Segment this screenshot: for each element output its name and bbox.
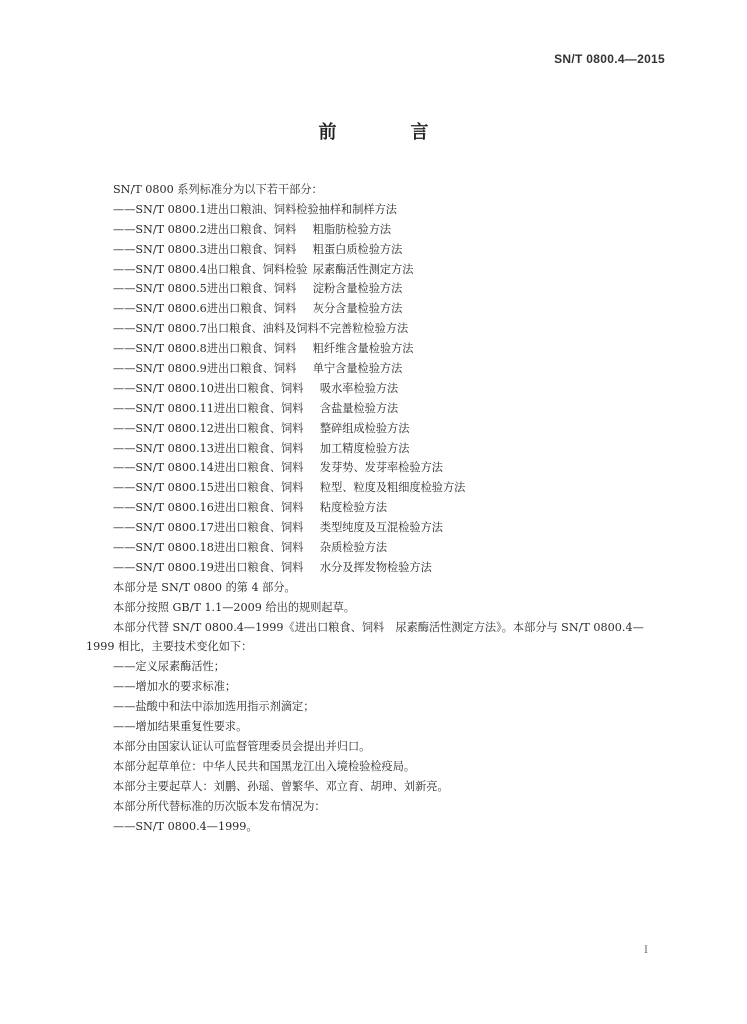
- part-code: ——SN/T 0800.16: [113, 501, 214, 515]
- part-name: 出口粮食、油料及饲料: [206, 322, 319, 336]
- part-method: 类型纯度及互混检验方法: [319, 521, 443, 535]
- part-name: 进出口粮食、饲料: [213, 401, 304, 415]
- change-item: ——增加水的要求标准；: [113, 680, 237, 694]
- replaces-line-1: 本部分代替 SN/T 0800.4—1999《进出口粮食、饲料 尿素酶活性测定方法》。本部分与 SN/T 0800.4—: [113, 620, 644, 634]
- part-code: ——SN/T 0800.11: [113, 401, 214, 415]
- standard-code: SN/T 0800.4—2015: [554, 52, 665, 66]
- drafting-unit: 本部分起草单位：中华人民共和国黑龙江出入境检验检疫局。: [113, 759, 416, 773]
- change-item: ——定义尿素酶活性；: [113, 660, 225, 674]
- part-method: 灰分含量检验方法: [312, 302, 403, 316]
- part-item: [86, 339, 676, 359]
- part-name: 进出口粮食、饲料: [213, 541, 304, 555]
- part-code: ——SN/T 0800.15: [113, 481, 214, 495]
- part-code: ——SN/T 0800.14: [113, 461, 214, 475]
- part-code: ——SN/T 0800.6: [113, 302, 207, 316]
- intro-line: SN/T 0800 系列标准分为以下若干部分：: [113, 183, 323, 196]
- part-name: 进出口粮食、饲料: [206, 342, 297, 356]
- drafters: 本部分主要起草人：刘鹏、孙瑶、曾繁华、邓立育、胡珅、刘新亮。: [113, 779, 449, 793]
- change-item: ——盐酸中和法中添加选用指示剂滴定；: [113, 700, 315, 714]
- history-item: ——SN/T 0800.4—1999。: [113, 819, 258, 833]
- part-code: ——SN/T 0800.13: [113, 441, 214, 455]
- page-title: 前 言: [318, 122, 457, 143]
- part-method: 杂质检验方法: [319, 541, 388, 555]
- part-item: [86, 399, 676, 419]
- change-item: ——增加结果重复性要求。: [113, 720, 248, 734]
- parts-list: [86, 200, 676, 578]
- part-code: ——SN/T 0800.5: [113, 282, 207, 296]
- replaces-line-2: 1999 相比，主要技术变化如下：: [86, 640, 253, 654]
- part-item: [86, 458, 676, 478]
- part-item: [86, 538, 676, 558]
- part-name: 进出口粮食、饲料: [206, 362, 297, 376]
- part-name: 进出口粮食、饲料: [213, 381, 304, 395]
- part-method: 单宁含量检验方法: [312, 362, 403, 376]
- part-item: [86, 359, 676, 379]
- part-code: ——SN/T 0800.17: [113, 521, 214, 535]
- part-item: [86, 260, 676, 280]
- part-name: 进出口粮食、饲料: [213, 421, 304, 435]
- part-method: 粗脂肪检验方法: [312, 222, 392, 236]
- part-method: 粘度检验方法: [319, 501, 388, 515]
- foreword-body: [86, 180, 676, 836]
- part-method: 不完善粒检验方法: [318, 322, 409, 336]
- part-name: 进出口粮食、饲料: [213, 521, 304, 535]
- part-code: ——SN/T 0800.19: [113, 560, 214, 574]
- part-method: 尿素酶活性测定方法: [312, 262, 414, 276]
- part-method: 粒型、粒度及粗细度检验方法: [319, 481, 466, 495]
- history-intro: 本部分所代替标准的历次版本发布情况为：: [113, 799, 326, 813]
- part-name: 进出口粮食、饲料: [206, 242, 297, 256]
- part-code: ——SN/T 0800.2: [113, 222, 207, 236]
- part-item: [86, 299, 676, 319]
- part-code: ——SN/T 0800.7: [113, 322, 207, 336]
- part-code: ——SN/T 0800.4: [113, 262, 207, 276]
- drafting-rule: 本部分按照 GB/T 1.1—2009 给出的规则起草。: [113, 600, 355, 614]
- part-name: 进出口粮食、饲料: [206, 222, 297, 236]
- part-item: [86, 478, 676, 498]
- part-method: 粗纤维含量检验方法: [312, 342, 414, 356]
- page-number: I: [644, 945, 648, 956]
- part-item: [86, 518, 676, 538]
- part-item: [86, 240, 676, 260]
- part-method: 加工精度检验方法: [319, 441, 410, 455]
- part-item: [86, 498, 676, 518]
- part-name: 进出口粮油、饲料检验: [206, 202, 319, 216]
- part-statement: 本部分是 SN/T 0800 的第 4 部分。: [113, 580, 296, 594]
- part-name: 进出口粮食、饲料: [213, 560, 304, 574]
- part-name: 进出口粮食、饲料: [206, 282, 297, 296]
- part-method: 吸水率检验方法: [319, 381, 399, 395]
- part-item: [86, 419, 676, 439]
- part-method: 抽样和制样方法: [318, 202, 397, 216]
- part-code: ——SN/T 0800.9: [113, 362, 207, 376]
- part-code: ——SN/T 0800.10: [113, 381, 214, 395]
- part-item: [86, 379, 676, 399]
- part-code: ——SN/T 0800.3: [113, 242, 207, 256]
- part-item: [86, 558, 676, 578]
- part-name: 进出口粮食、饲料: [213, 481, 304, 495]
- part-code: ——SN/T 0800.12: [113, 421, 214, 435]
- part-item: [86, 200, 676, 220]
- part-name: 进出口粮食、饲料: [213, 461, 304, 475]
- part-name: 进出口粮食、饲料: [206, 302, 297, 316]
- part-code: ——SN/T 0800.18: [113, 541, 214, 555]
- part-name: 进出口粮食、饲料: [213, 441, 304, 455]
- part-method: 含盐量检验方法: [319, 401, 399, 415]
- part-name: 进出口粮食、饲料: [213, 501, 304, 515]
- part-item: [86, 279, 676, 299]
- part-method: 水分及挥发物检验方法: [319, 560, 432, 574]
- part-item: [86, 220, 676, 240]
- proposed-by: 本部分由国家认证认可监督管理委员会提出并归口。: [113, 739, 371, 753]
- part-item: [86, 319, 676, 339]
- part-name: 出口粮食、饲料检验: [206, 262, 308, 276]
- part-code: ——SN/T 0800.8: [113, 342, 207, 356]
- part-method: 淀粉含量检验方法: [312, 282, 403, 296]
- part-method: 整碎组成检验方法: [319, 421, 410, 435]
- part-code: ——SN/T 0800.1: [113, 202, 207, 216]
- part-method: 粗蛋白质检验方法: [312, 242, 403, 256]
- part-item: [86, 439, 676, 459]
- part-method: 发芽势、发芽率检验方法: [319, 461, 443, 475]
